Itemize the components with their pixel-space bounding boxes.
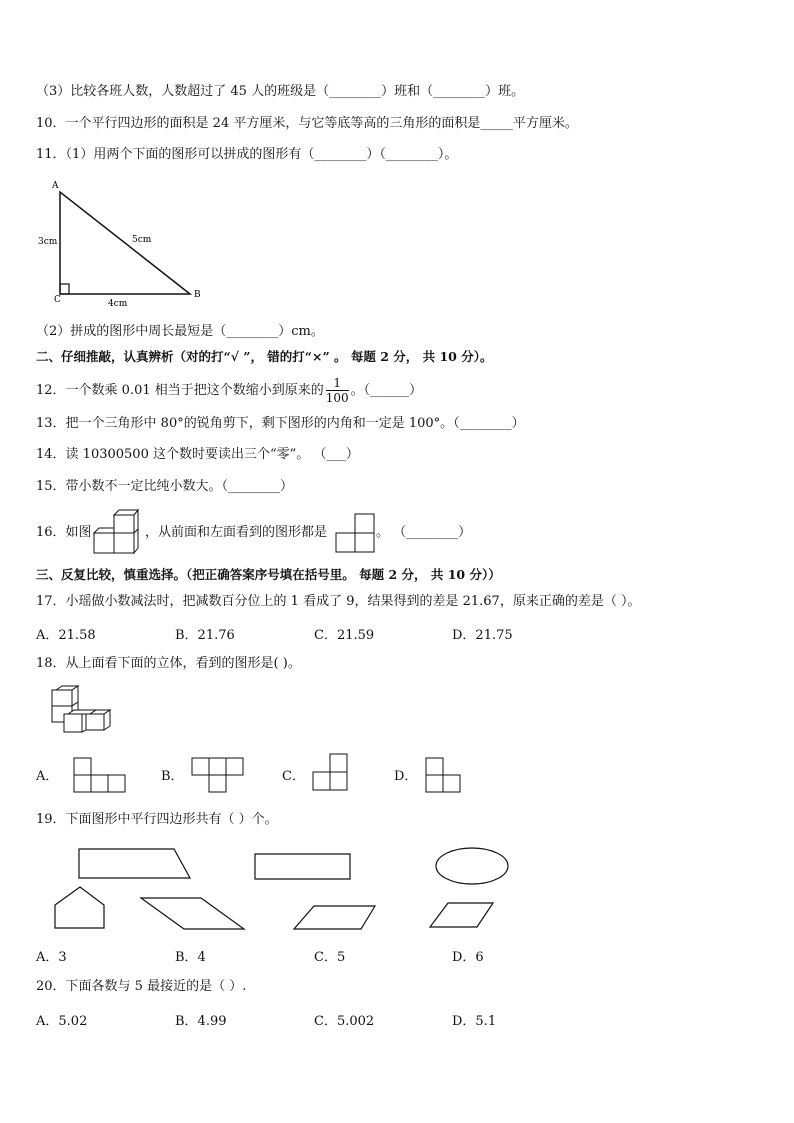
side-cb-label: 4cm: [108, 299, 128, 309]
q18-option-b: B．: [161, 769, 184, 784]
right-trapezoid-shape: [79, 849, 190, 878]
q17-option-c: C．21.59: [314, 628, 375, 643]
q17-option-a: A．21.58: [36, 628, 96, 643]
q19-option-d: D．6: [452, 950, 484, 965]
q12-fraction: [326, 376, 349, 405]
q11-part2: （2）拼成的图形中周长最短是（________）cm。: [36, 324, 324, 339]
q17-option-d: D．21.75: [452, 628, 513, 643]
vertex-b: B: [194, 290, 201, 300]
ellipse-shape: [436, 848, 508, 884]
q16-text-c: 。 （________）: [376, 525, 472, 540]
q19-option-a: A．3: [36, 950, 67, 965]
q12-text: 12．一个数乘 0.01 相当于把这个数缩小到原来的: [36, 383, 324, 398]
q19: 19．下面图形中平行四边形共有（ ）个。: [36, 812, 278, 827]
q18-option-c: C．: [282, 769, 305, 784]
rectangle-shape: [255, 854, 350, 879]
side-ab-label: 5cm: [132, 235, 152, 245]
q16-text-b: ，从前面和左面看到的图形都是: [145, 525, 328, 540]
q18: 18．从上面看下面的立体，看到的图形是( )。: [36, 656, 301, 671]
section-2-heading: 二、仔细推敲，认真辨析（对的打“√ ”， 错的打“×” 。 每题 2 分， 共 10 分）。: [36, 349, 493, 364]
q15: 15．带小数不一定比纯小数大。（________）: [36, 479, 294, 494]
q18-option-a: A．: [36, 769, 59, 784]
q18-option-d: D．: [394, 769, 418, 784]
q19-shapes-figure: [50, 845, 510, 933]
q20-option-c: C．5.002: [314, 1014, 375, 1029]
q10: 10．一个平行四边形的面积是 24 平方厘米，与它等底等高的三角形的面积是_____平方厘米。: [36, 116, 578, 131]
q16-text-a: 16．如图: [36, 525, 92, 540]
parallelogram-shape-1: [141, 898, 244, 929]
q20: 20．下面各数与 5 最接近的是（ ）.: [36, 979, 247, 994]
side-ac-label: 3cm: [38, 237, 58, 247]
q16-cube-stack-icon: [93, 510, 139, 556]
q17: 17．小瑶做小数减法时，把减数百分位上的 1 看成了 9，结果得到的差是 21.67，原来正确的差是（ ）。: [36, 594, 641, 609]
q9-part3: （3）比较各班人数，人数超过了 45 人的班级是（________）班和（________）班。: [36, 84, 525, 99]
parallelogram-shape-3: [430, 903, 493, 927]
right-triangle-figure: [36, 178, 206, 308]
vertex-c: C: [54, 295, 61, 305]
q12-blank: 。（______）: [350, 383, 423, 398]
triangle-shape: [60, 192, 190, 294]
q18-option-a-shape: [73, 757, 128, 793]
q11-part1: 11．（1）用两个下面的图形可以拼成的图形有（________）（________）。: [36, 147, 458, 162]
q12: [36, 376, 422, 405]
q20-option-d: D．5.1: [452, 1014, 497, 1029]
vertex-a: A: [52, 181, 59, 191]
q18-solid-figure: [50, 686, 114, 736]
section-3-heading: 三、反复比较，慎重选择。（把正确答案序号填在括号里。 每题 2 分， 共 10 分））: [36, 567, 501, 582]
q16-view-shape: [335, 513, 377, 553]
q12-denominator: 100: [325, 391, 349, 405]
q12-numerator: 1: [326, 376, 349, 391]
q18-option-b-shape: [191, 757, 246, 793]
q19-option-b: B．4: [175, 950, 206, 965]
q14: 14．读 10300500 这个数时要读出三个“零”。 （___）: [36, 447, 359, 462]
q20-option-b: B．4.99: [175, 1014, 227, 1029]
right-angle-mark: [60, 284, 69, 294]
q20-option-a: A．5.02: [36, 1014, 88, 1029]
q19-option-c: C．5: [314, 950, 346, 965]
q17-option-b: B．21.76: [175, 628, 235, 643]
q13: 13．把一个三角形中 80°的锐角剪下，剩下图形的内角和一定是 100°。（________）: [36, 416, 525, 431]
q18-option-c-shape: [312, 753, 350, 793]
q18-option-d-shape: [425, 757, 463, 793]
parallelogram-shape-2: [294, 906, 375, 929]
pentagon-shape: [55, 887, 104, 928]
